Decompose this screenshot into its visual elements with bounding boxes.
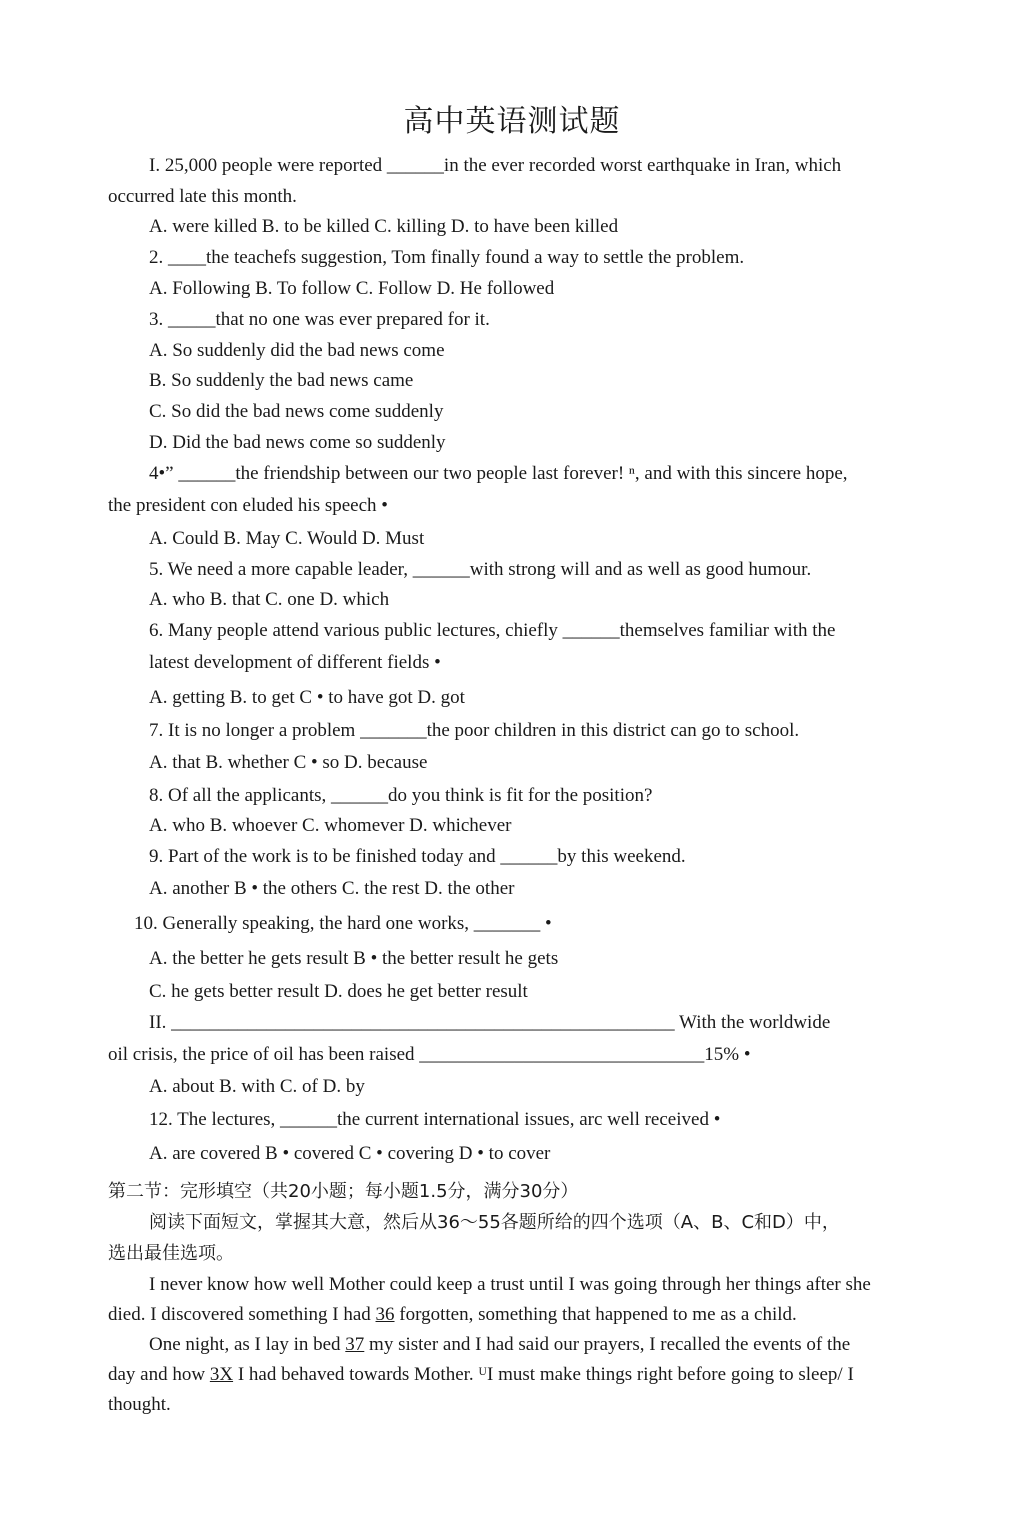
q4-options: A. Could B. May C. Would D. Must: [149, 528, 425, 549]
q11-options: A. about B. with C. of D. by: [149, 1076, 365, 1097]
q1-options: A. were killed B. to be killed C. killing D. to have been killed: [149, 216, 619, 237]
q3-stem: 3. _____that no one was ever prepared for it.: [149, 309, 490, 330]
blank-36: 36: [375, 1304, 395, 1325]
q7-options: A. that B. whether C • so D. because: [149, 752, 428, 773]
q6-line1: 6. Many people attend various public lectures, chiefly ______themselves familiar with the: [149, 620, 836, 641]
q11-line1: II. _____________________________________________________ With the worldwide: [149, 1012, 831, 1033]
q5-options: A. who B. that C. one D. which: [149, 589, 390, 610]
instructions-line2: 选出最佳选项。: [108, 1243, 234, 1264]
passage-line4: day and how 3X I had behaved towards Mother. ᵁI must make things right before going to sleep/ I: [108, 1364, 854, 1385]
q5-stem: 5. We need a more capable leader, ______with strong will and as well as good humour.: [149, 559, 812, 580]
passage-line2: died. I discovered something I had 36 forgotten, something that happened to me as a child.: [108, 1304, 797, 1325]
q11-line2: oil crisis, the price of oil has been raised ______________________________15% •: [108, 1044, 751, 1065]
q10-options-ab: A. the better he gets result B • the better result he gets: [149, 948, 559, 969]
q1-line2: occurred late this month.: [108, 186, 297, 207]
q2-stem: 2. ____the teachefs suggestion, Tom finally found a way to settle the problem.: [149, 247, 745, 268]
q12-stem: 12. The lectures, ______the current international issues, arc well received •: [149, 1109, 721, 1130]
q3-option-c: C. So did the bad news come suddenly: [149, 401, 444, 422]
q4-line2: the president con eluded his speech •: [108, 495, 388, 516]
q2-options: A. Following B. To follow C. Follow D. He followed: [149, 278, 555, 299]
q4-line1: 4•” ______the friendship between our two people last forever! ⁿ, and with this sincere hope,: [149, 463, 848, 484]
q7-stem: 7. It is no longer a problem _______the poor children in this district can go to school.: [149, 720, 800, 741]
q6-line2: latest development of different fields •: [149, 652, 441, 673]
q6-options: A. getting B. to get C • to have got D. got: [149, 687, 465, 708]
blank-37: 37: [345, 1334, 365, 1355]
q3-option-a: A. So suddenly did the bad news come: [149, 340, 445, 361]
q8-options: A. who B. whoever C. whomever D. whichever: [149, 815, 512, 836]
passage-line5: thought.: [108, 1394, 171, 1415]
q9-options: A. another B • the others C. the rest D. the other: [149, 878, 515, 899]
page-title: 高中英语测试题: [403, 104, 621, 139]
blank-38: 3X: [209, 1364, 234, 1385]
passage-line3: One night, as I lay in bed 37 my sister and I had said our prayers, I recalled the events of the: [149, 1334, 851, 1355]
q1-line1: I. 25,000 people were reported ______in the ever recorded worst earthquake in Iran, which: [149, 155, 842, 176]
q10-stem: 10. Generally speaking, the hard one works, _______ •: [134, 913, 552, 934]
instructions-line1: 阅读下面短文，掌握其大意，然后从36～55各题所给的四个选项（A、B、C和D）中，: [149, 1212, 840, 1233]
q3-option-d: D. Did the bad news come so suddenly: [149, 432, 446, 453]
q3-option-b: B. So suddenly the bad news came: [149, 370, 414, 391]
q8-stem: 8. Of all the applicants, ______do you think is fit for the position?: [149, 785, 653, 806]
q10-options-cd: C. he gets better result D. does he get better result: [149, 981, 528, 1002]
passage-line1: I never know how well Mother could keep a trust until I was going through her things after she: [149, 1274, 871, 1295]
q9-stem: 9. Part of the work is to be finished today and ______by this weekend.: [149, 846, 686, 867]
section-heading: 第二节：完形填空（共20小题；每小题1.5分，满分30分）: [108, 1181, 579, 1202]
q12-options: A. are covered B • covered C • covering D • to cover: [149, 1143, 551, 1164]
